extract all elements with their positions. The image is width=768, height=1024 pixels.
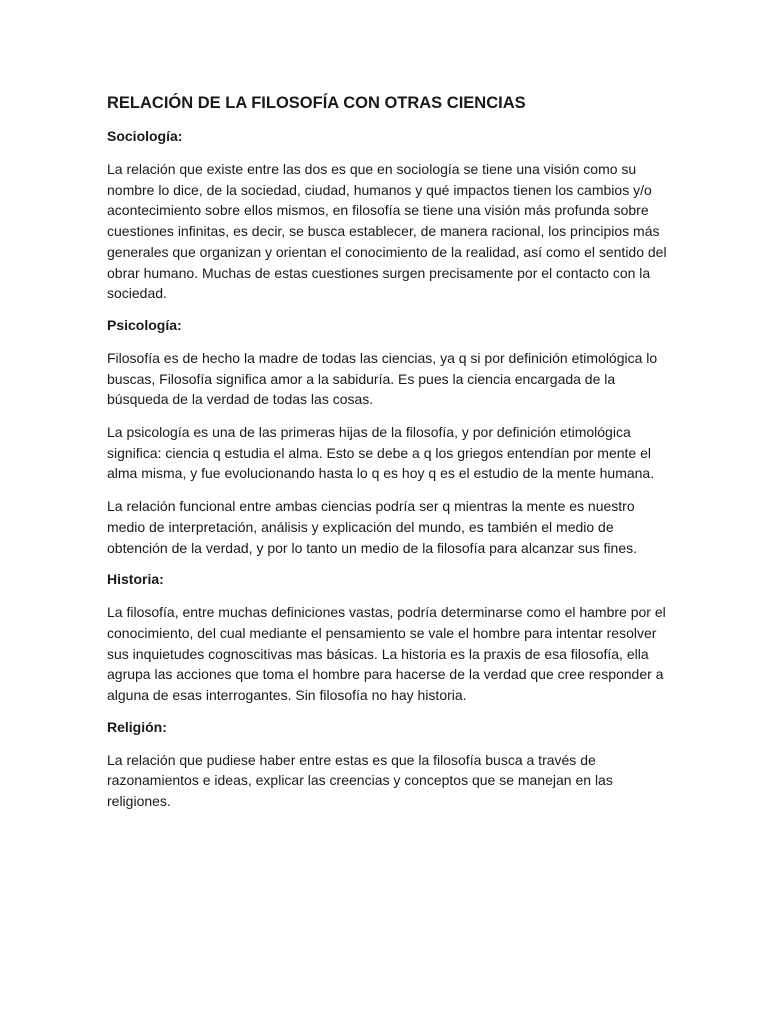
paragraph: La psicología es una de las primeras hijas de la filosofía, y por definición etimológica significa: ciencia q estudia el alma. Esto se debe a q los griegos entendían por mente el alma misma, y fue evolucionando hasta lo q es hoy q es el estudio de la mente humana. [107, 424, 655, 482]
document-title: RELACIÓN DE LA FILOSOFÍA CON OTRAS CIENCIAS [107, 94, 526, 112]
paragraph: Filosofía es de hecho la madre de todas las ciencias, ya q si por definición etimológica lo buscas, Filosofía significa amor a la sabiduría. Es pues la ciencia encargada de la búsqueda de la verdad de todas las cosas. [107, 349, 658, 408]
section-heading: Psicología: [107, 316, 182, 333]
section-historia [107, 570, 668, 706]
section-heading: Sociología: [107, 128, 183, 144]
paragraph: La filosofía, entre muchas definiciones vastas, podría determinarse como el hambre por el conocimiento, del cual mediante el pensamiento se vale el hombre para intentar resolver sus inquietudes cognoscitivas mas básicas. La historia es la praxis de esa filosofía, ella agrupa las acciones que toma el hombre para hacerse de la verdad que cree responder a alguna de esas interrogantes. Sin filosofía no hay historia. [107, 604, 666, 704]
paragraph: La relación que pudiese haber entre estas es que la filosofía busca a través de razonamientos e ideas, explicar las creencias y conceptos que se manejan en las religiones. [107, 751, 613, 810]
section-heading: Religión: [107, 718, 167, 735]
section-sociologia [107, 127, 668, 304]
section-heading: Historia: [107, 571, 164, 588]
paragraph: La relación funcional entre ambas ciencias podría ser q mientras la mente es nuestro medio de interpretación, análisis y explicación del mundo, es también el medio de obtención de la verdad, y por lo tanto un medio de la filosofía para alcanzar sus fines. [107, 498, 637, 556]
section-religion [107, 718, 668, 812]
section-psicologia [107, 316, 668, 558]
paragraph: La relación que existe entre las dos es que en sociología se tiene una visión como su nombre lo dice, de la sociedad, ciudad, humanos y qué impactos tienen los cambios y/o acontecimiento sobre ellos mismos, en filosofía se tiene una visión más profunda sobre cuestiones infinitas, es decir, se busca establecer, de manera racional, los principios más generales que organizan y orientan el conocimiento de la realidad, así como el sentido del obrar humano. Muchas de estas cuestiones surgen precisamente por el contacto con la sociedad. [107, 161, 667, 302]
